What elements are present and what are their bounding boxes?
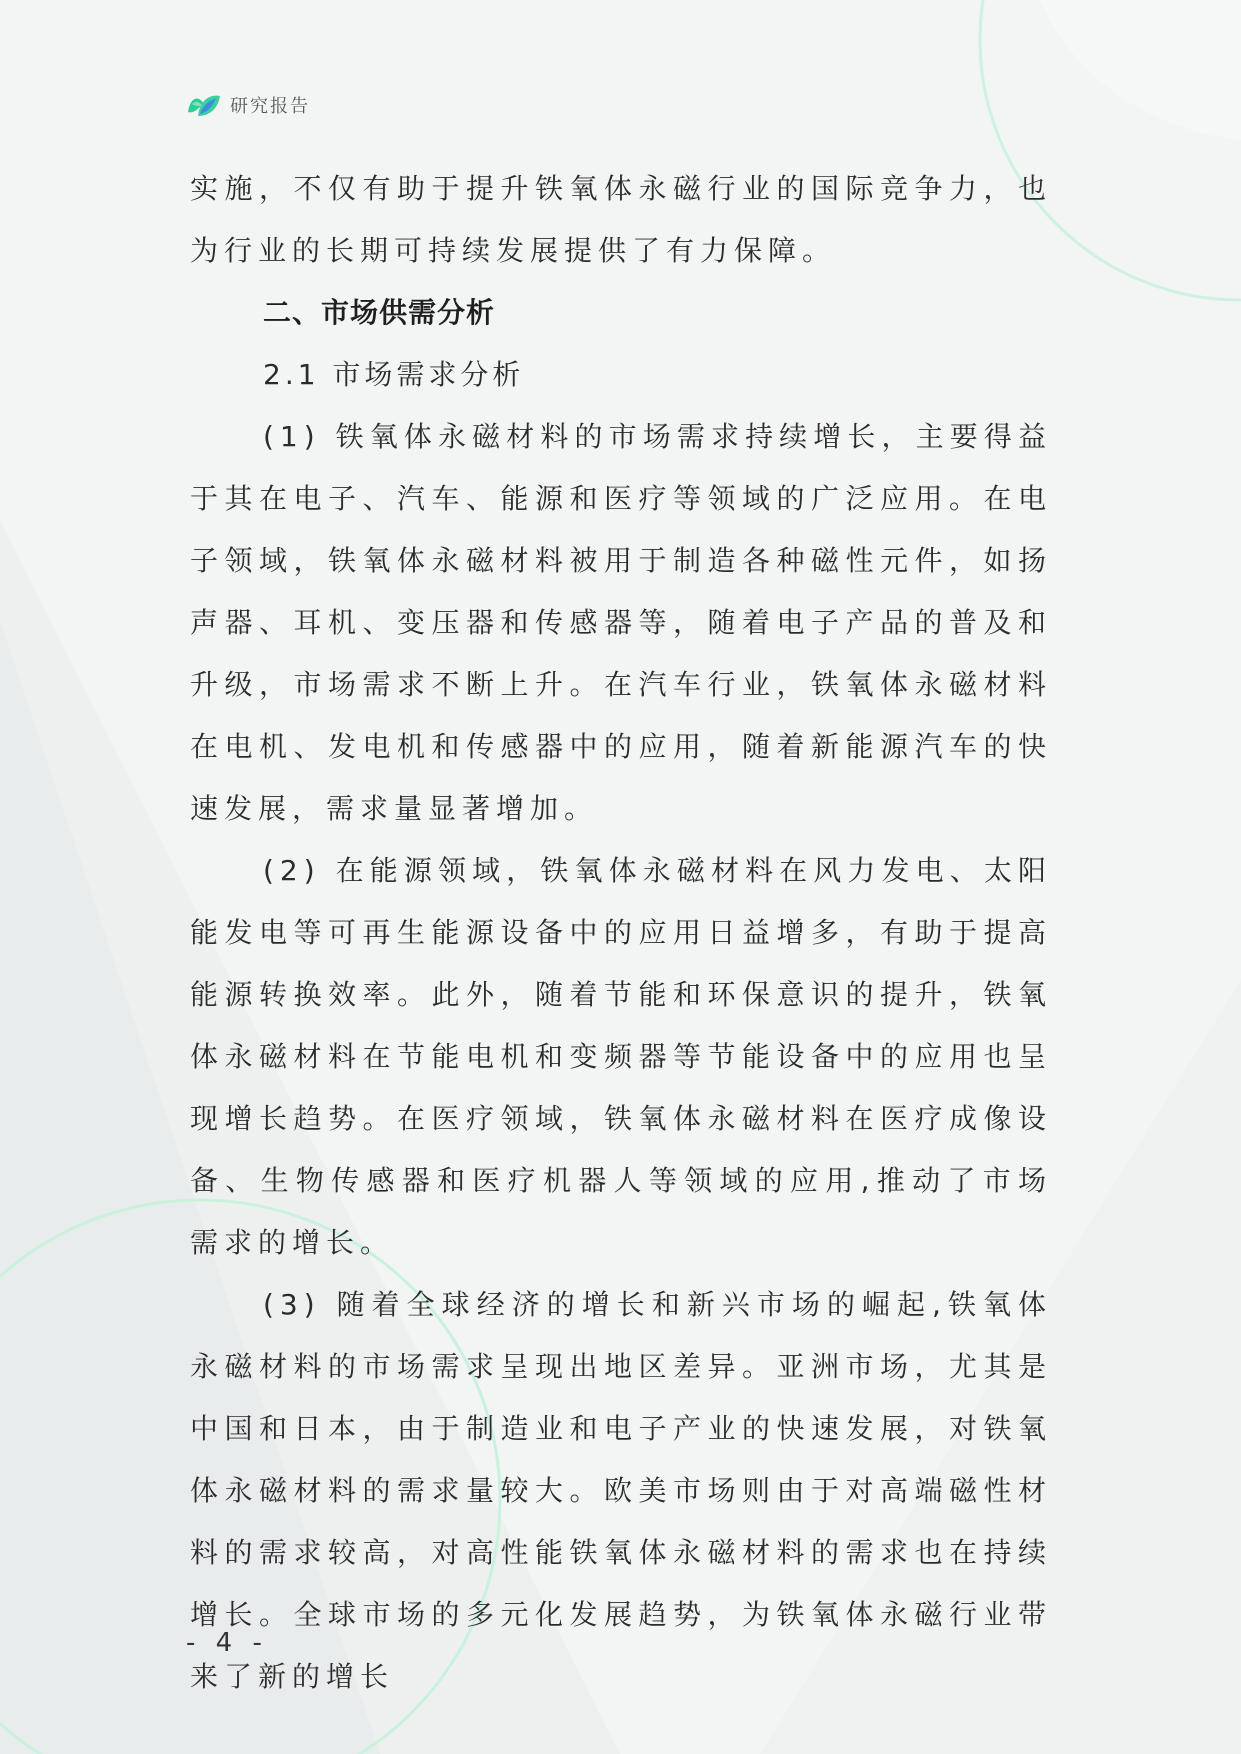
section-heading: 二、市场供需分析: [263, 296, 496, 329]
page-number: - 4 -: [186, 1628, 268, 1658]
paragraph-continued: 实施，不仅有助于提升铁氧体永磁行业的国际竞争力，也为行业的长期可持续发展提供了有力保障。: [190, 172, 1052, 267]
report-header: [186, 88, 310, 122]
paragraph-demand-2: (2) 在能源领域，铁氧体永磁材料在风力发电、太阳能发电等可再生能源设备中的应用日益增多，有助于提高能源转换效率。此外，随着节能和环保意识的提升，铁氧体永磁材料在节能电机和变频器等节能设备中的应用也呈现增长趋势。在医疗领域，铁氧体永磁材料在医疗成像设备、生物传感器和医疗机器人等领域的应用,推动了市场需求的增长。: [190, 854, 1052, 1259]
leaf-logo-icon: [186, 90, 222, 120]
paragraph-demand-3: (3) 随着全球经济的增长和新兴市场的崛起,铁氧体永磁材料的市场需求呈现出地区差异。亚洲市场，尤其是中国和日本，由于制造业和电子产业的快速发展，对铁氧体永磁材料的需求量较大。欧美市场则由于对高端磁性材料的需求较高，对高性能铁氧体永磁材料的需求也在持续增长。全球市场的多元化发展趋势，为铁氧体永磁行业带来了新的增长: [190, 1288, 1052, 1693]
report-label: 研究报告: [230, 96, 310, 117]
document-body: [190, 158, 1052, 1708]
paragraph-demand-1: (1) 铁氧体永磁材料的市场需求持续增长，主要得益于其在电子、汽车、能源和医疗等领域的广泛应用。在电子领域，铁氧体永磁材料被用于制造各种磁性元件，如扬声器、耳机、变压器和传感器等，随着电子产品的普及和升级，市场需求不断上升。在汽车行业，铁氧体永磁材料在电机、发电机和传感器中的应用，随着新能源汽车的快速发展，需求量显著增加。: [190, 420, 1052, 825]
subsection-heading: 2.1 市场需求分析: [263, 358, 525, 391]
